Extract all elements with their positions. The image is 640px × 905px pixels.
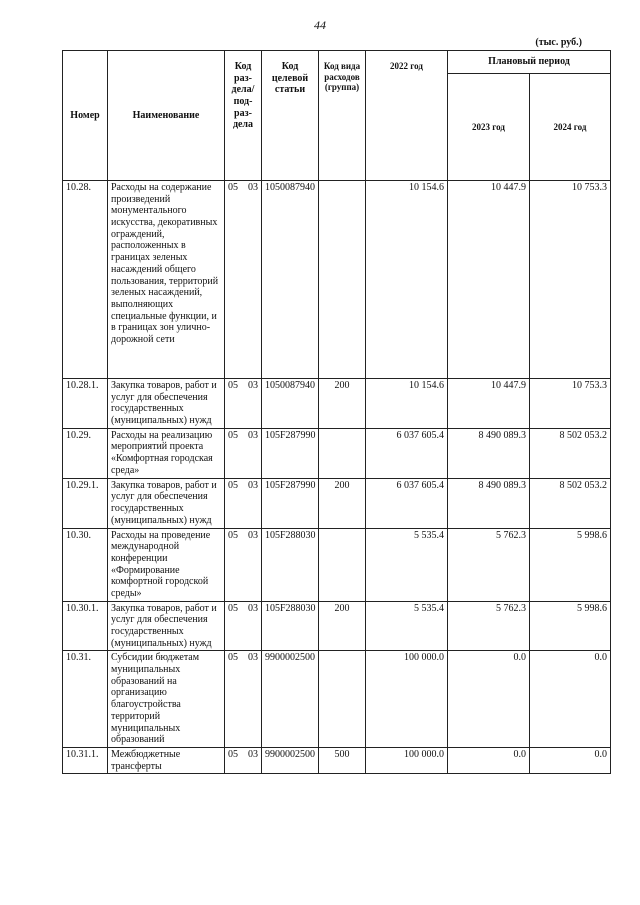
row-number: 10.31.1. [63,747,108,773]
row-prz: 03 [248,602,258,614]
row-rz: 05 [228,602,238,614]
header-plan-period: Плановый период [448,51,611,74]
row-2023: 10 447.9 [448,181,530,379]
row-razdel [225,181,262,379]
row-name: Расходы на содержание произведений монументального искусства, декоративных ограждений, расположенных в границах зеленых насаждений общего пользования, территорий зеленых насаждений, выполняющих специальные функции, и в границах зон улично-дорожной сети [108,181,225,379]
row-2024: 0.0 [530,747,611,773]
header-2024: 2024 год [530,73,611,180]
row-number: 10.28.1. [63,379,108,429]
row-2024: 10 753.3 [530,181,611,379]
row-name: Расходы на реализацию мероприятий проекта «Комфортная городская среда» [108,428,225,478]
row-razdel [225,478,262,528]
row-target: 105F287990 [262,428,319,478]
row-name: Закупка товаров, работ и услуг для обеспечения государственных (муниципальных) нужд [108,601,225,651]
header-number: Номер [63,51,108,181]
table-row [63,747,611,773]
row-vid [319,181,366,379]
row-2023: 0.0 [448,747,530,773]
row-2023: 0.0 [448,651,530,748]
table-row [63,528,611,601]
row-rz: 05 [228,429,238,441]
header-razdel: Код раз-дела/ под-раз-дела [225,51,262,181]
row-2022: 10 154.6 [366,181,448,379]
row-2022: 100 000.0 [366,651,448,748]
row-prz: 03 [248,380,258,391]
header-vid: Код вида расходов (группа) [319,51,366,181]
row-vid: 200 [319,379,366,429]
table-row [63,601,611,651]
row-number: 10.30.1. [63,601,108,651]
row-2022: 6 037 605.4 [366,428,448,478]
budget-table [62,50,611,774]
header-2023: 2023 год [448,73,530,180]
row-prz: 03 [248,529,258,541]
row-2023: 10 447.9 [448,379,530,429]
row-name: Субсидии бюджетам муниципальных образований на организацию благоустройства территорий муниципальных образований [108,651,225,748]
row-2023: 8 490 089.3 [448,428,530,478]
header-2022: 2022 год [366,51,448,181]
row-2023: 8 490 089.3 [448,478,530,528]
table-row [63,428,611,478]
row-target: 105F288030 [262,601,319,651]
row-number: 10.30. [63,528,108,601]
row-2022: 6 037 605.4 [366,478,448,528]
row-vid: 200 [319,601,366,651]
table-row [63,379,611,429]
row-target: 1050087940 [262,181,319,379]
row-razdel [225,651,262,748]
row-rz: 05 [228,652,238,664]
row-vid: 200 [319,478,366,528]
row-razdel [225,379,262,429]
table-row [63,181,611,379]
row-prz: 03 [248,429,258,441]
row-prz: 03 [248,479,258,491]
row-target: 105F288030 [262,528,319,601]
row-razdel [225,528,262,601]
header-name: Наименование [108,51,225,181]
row-2024: 10 753.3 [530,379,611,429]
row-2024: 8 502 053.2 [530,428,611,478]
row-number: 10.28. [63,181,108,379]
row-number: 10.29. [63,428,108,478]
units-label: (тыс. руб.) [535,37,582,48]
row-number: 10.29.1. [63,478,108,528]
row-prz: 03 [248,748,258,760]
row-prz: 03 [248,182,258,193]
row-2022: 5 535.4 [366,528,448,601]
row-name: Расходы на проведение международной конференции «Формирование комфортной городской среды» [108,528,225,601]
row-razdel [225,747,262,773]
row-target: 1050087940 [262,379,319,429]
row-rz: 05 [228,748,238,760]
row-2022: 5 535.4 [366,601,448,651]
row-rz: 05 [228,380,238,391]
row-target: 9900002500 [262,747,319,773]
row-2024: 5 998.6 [530,601,611,651]
row-2024: 8 502 053.2 [530,478,611,528]
row-2023: 5 762.3 [448,528,530,601]
row-name: Закупка товаров, работ и услуг для обеспечения государственных (муниципальных) нужд [108,379,225,429]
row-vid [319,428,366,478]
row-name: Межбюджетные трансферты [108,747,225,773]
row-rz: 05 [228,479,238,491]
row-number: 10.31. [63,651,108,748]
row-target: 105F287990 [262,478,319,528]
table-row [63,478,611,528]
row-name: Закупка товаров, работ и услуг для обеспечения государственных (муниципальных) нужд [108,478,225,528]
row-vid [319,528,366,601]
page-number: 44 [314,18,326,32]
row-2023: 5 762.3 [448,601,530,651]
row-razdel [225,428,262,478]
row-rz: 05 [228,182,238,193]
header-target: Код целевой статьи [262,51,319,181]
row-prz: 03 [248,652,258,664]
row-2022: 10 154.6 [366,379,448,429]
row-vid: 500 [319,747,366,773]
row-target: 9900002500 [262,651,319,748]
row-vid [319,651,366,748]
table-row [63,651,611,748]
row-2022: 100 000.0 [366,747,448,773]
row-rz: 05 [228,529,238,541]
row-razdel [225,601,262,651]
row-2024: 5 998.6 [530,528,611,601]
row-2024: 0.0 [530,651,611,748]
